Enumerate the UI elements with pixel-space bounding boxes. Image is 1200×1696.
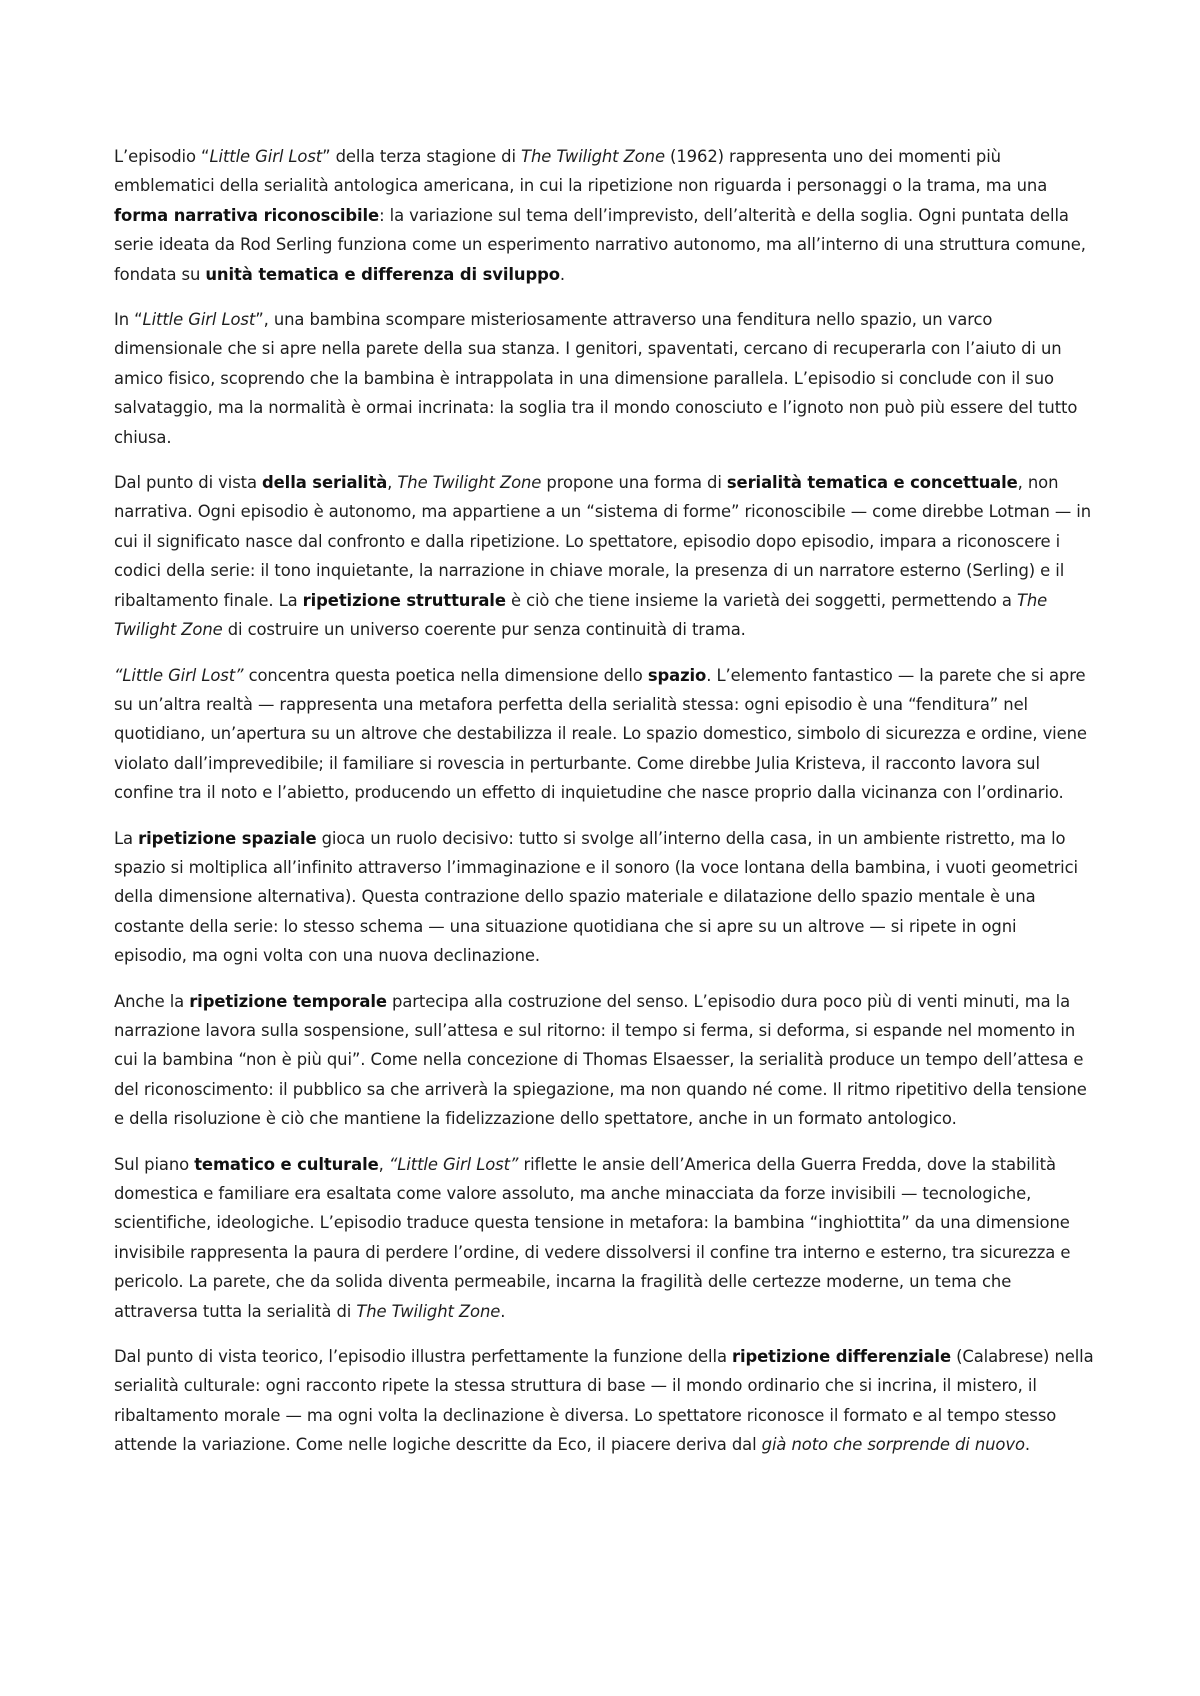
text-run: . [500, 1301, 506, 1321]
bold-text: unità tematica e differenza di sviluppo [205, 264, 560, 284]
bold-text: forma narrativa riconoscibile [114, 205, 380, 225]
text-run: partecipa alla costruzione del senso. L’episodio dura poco più di venti minuti, ma la narrazione lavora sulla sospensione, sull’attesa e sul ritorno: il tempo si ferma, si deforma, si espande nel momento in cui la bambina “non è più qui”. Come nella concezione di Thomas Elsaesser, la serialità produce un tempo dell’attesa e del riconoscimento: il pubblico sa che arriverà la spiegazione, ma non quando né come. Il ritmo ripetitivo della tensione e della risoluzione è ciò che mantiene la fidelizzazione dello spettatore, anche in un formato antologico. [114, 991, 1087, 1129]
italic-text: già noto che sorprende di nuovo [761, 1435, 1025, 1455]
italic-text: “Little Girl Lost” [388, 1154, 519, 1174]
italic-text: “Little Girl Lost” [114, 665, 244, 685]
text-run: riflette le ansie dell’America della Guerra Fredda, dove la stabilità domestica e familiare era esaltata come valore assoluto, ma anche minacciata da forze invisibili — tecnologiche, scientifiche, ideologiche. L’episodio traduce questa tensione in metafora: la bambina “inghiottita” da una dimensione invisibile rappresenta la paura di perdere l’ordine, di vedere dissolversi il confine tra interno e esterno, tra sicurezza e pericolo. La parete, che da solida diventa permeabile, incarna la fragilità delle certezze moderne, un tema che attraversa tutta la serialità di [114, 1154, 1071, 1321]
italic-text: The Twilight Zone [114, 590, 1048, 640]
italic-text: The Twilight Zone [356, 1301, 501, 1321]
text-run: In “ [114, 310, 143, 330]
text-run: gioca un ruolo decisivo: tutto si svolge all’interno della casa, in un ambiente ristretto, ma lo spazio si moltiplica all’infinito attraverso l’immaginazione e il sonoro (la voce lontana della bambina, i vuoti geometrici della dimensione alternativa). Questa contrazione dello spazio materiale e dilatazione dello spazio mentale è una costante della serie: lo stesso schema — una situazione quotidiana che si apre su un altrove — si ripete in ogni episodio, ma ogni volta con una nuova declinazione. [114, 828, 1078, 966]
text-run: propone una forma di [541, 473, 727, 493]
text-run: , [387, 473, 398, 493]
text-run: Dal punto di vista [114, 473, 263, 493]
text-run: (1962) rappresenta uno dei momenti più emblematici della serialità antologica americana, in cui la ripetizione non riguarda i personaggi o la trama, ma una [114, 147, 1048, 196]
bold-text: ripetizione spaziale [138, 828, 317, 848]
bold-text: ripetizione temporale [189, 991, 387, 1011]
bold-text: ripetizione differenziale [732, 1347, 951, 1367]
text-run: , non narrativa. Ogni episodio è autonomo, ma appartiene a un “sistema di forme” riconoscibile — come direbbe Lotman — in cui il significato nasce dal confronto e dalla ripetizione. Lo spettatore, episodio dopo episodio, impara a riconoscere i codici della serie: il tono inquietante, la narrazione in chiave morale, la presenza di un narratore esterno (Serling) e il ribaltamento finale. La [114, 473, 1091, 610]
paragraph [114, 142, 1094, 289]
text-run: La [114, 828, 139, 848]
italic-text: Little Girl Lost [209, 147, 323, 166]
text-run: , [378, 1154, 389, 1174]
paragraph [114, 305, 1094, 452]
bold-text: della serialità [262, 473, 388, 493]
bold-text: ripetizione strutturale [302, 590, 506, 610]
text-run: Anche la [114, 991, 190, 1011]
paragraph [114, 661, 1094, 808]
text-run: . [1024, 1435, 1031, 1455]
italic-text: The Twilight Zone [397, 473, 542, 493]
text-run: : la variazione sul tema dell’imprevisto, dell’alterità e della soglia. Ogni puntata della serie ideata da Rod Serling funziona come un esperimento narrativo autonomo, ma all’interno di una struttura comune, fondata su [114, 205, 1086, 284]
text-run: ”, una bambina scompare misteriosamente attraverso una fenditura nello spazio, un varco dimensionale che si apre nella parete della sua stanza. I genitori, spaventati, cercano di recuperarla con l’aiuto di un amico fisico, scoprendo che la bambina è intrappolata in una dimensione parallela. L’episodio si conclude con il suo salvataggio, ma la normalità è ormai incrinata: la soglia tra il mondo conosciuto e l’ignoto non può più essere del tutto chiusa. [114, 310, 1078, 447]
paragraph [114, 1342, 1094, 1460]
text-run: concentra questa poetica nella dimensione dello [243, 665, 648, 685]
document-body [114, 142, 1094, 1476]
bold-text: serialità tematica e concettuale [726, 473, 1018, 493]
bold-text: tematico e culturale [194, 1154, 379, 1174]
text-run: di costruire un universo coerente pur senza continuità di trama. [222, 620, 746, 640]
text-run: . [559, 264, 566, 284]
text-run: Sul piano [114, 1154, 195, 1174]
paragraph [114, 1150, 1094, 1326]
italic-text: The Twilight Zone [521, 147, 665, 166]
text-run: L’episodio “ [114, 147, 210, 166]
bold-text: spazio [647, 665, 707, 685]
paragraph [114, 468, 1094, 644]
text-run: Dal punto di vista teorico, l’episodio illustra perfettamente la funzione della [114, 1347, 732, 1367]
text-run: è ciò che tiene insieme la varietà dei soggetti, permettendo a [505, 590, 1017, 610]
text-run: ” della terza stagione di [322, 147, 522, 166]
text-run: . L’elemento fantastico — la parete che si apre su un’altra realtà — rappresenta una metafora perfetta della serialità stessa: ogni episodio è una “fenditura” nel quotidiano, un’apertura su un altrove che destabilizza il reale. Lo spazio domestico, simbolo di sicurezza e ordine, viene violato dall’imprevedibile; il familiare si rovescia in perturbante. Come direbbe Julia Kristeva, il racconto lavora sul confine tra il noto e l’abietto, producendo un effetto di inquietudine che nasce proprio dalla vicinanza con l’ordinario. [114, 665, 1087, 803]
italic-text: Little Girl Lost [142, 310, 256, 330]
text-run: (Calabrese) nella serialità culturale: ogni racconto ripete la stessa struttura di base — il mondo ordinario che si incrina, il mistero, il ribaltamento morale — ma ogni volta la declinazione è diversa. Lo spettatore riconosce il formato e al tempo stesso attende la variazione. Come nelle logiche descritte da Eco, il piacere deriva dal [114, 1347, 1094, 1455]
paragraph [114, 987, 1094, 1134]
paragraph [114, 824, 1094, 971]
